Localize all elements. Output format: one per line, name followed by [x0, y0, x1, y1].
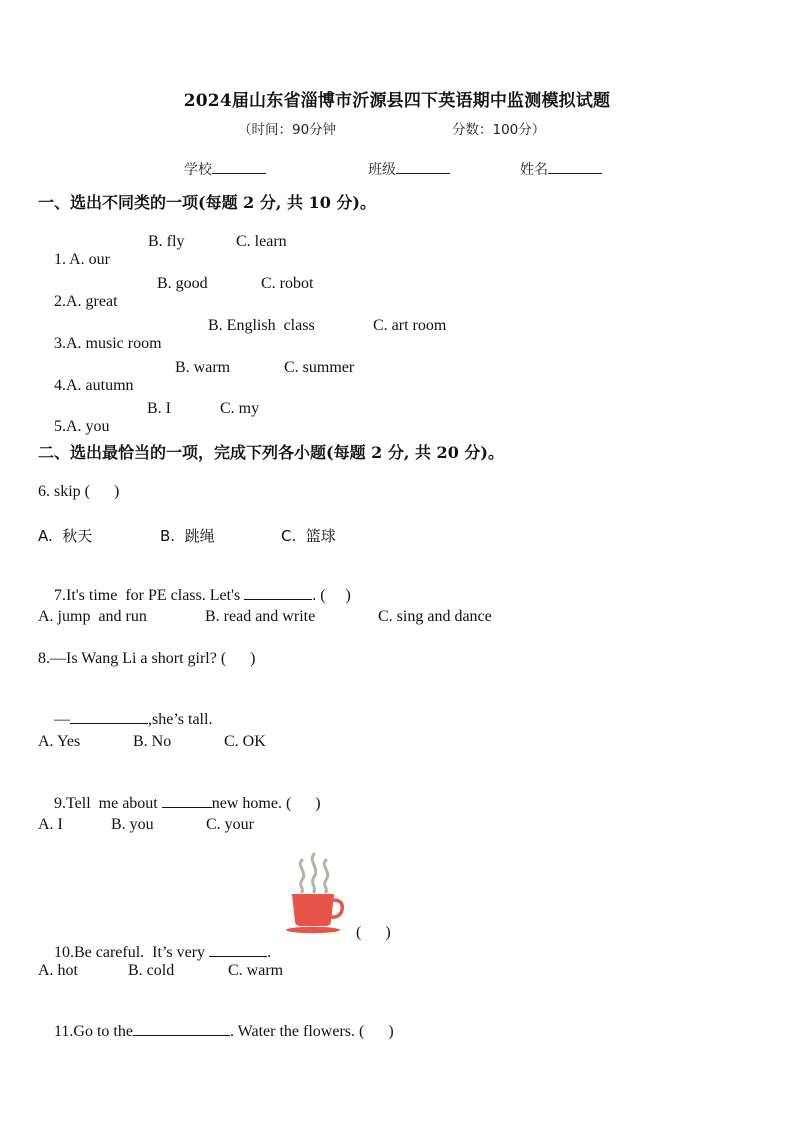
q11-blank — [133, 1021, 230, 1036]
q7-stem-start: 7.It's time for PE class. Let's — [54, 587, 245, 604]
class-blank — [396, 159, 450, 174]
q3-option-c: C. art room — [373, 317, 447, 334]
q6-stem: 6. skip ( ) — [38, 483, 120, 500]
q11-stem-start: 11.Go to the — [54, 1023, 133, 1040]
q9-blank — [162, 793, 212, 808]
score-info: 分数：100分） — [452, 122, 546, 138]
q1-option-c: C. learn — [236, 233, 287, 250]
q9-stem-start: 9.Tell me about — [54, 795, 162, 812]
q5-option-b: B. I — [147, 400, 171, 417]
q9-option-b: B. you — [111, 816, 154, 833]
q3-option-b: B. English class — [208, 317, 315, 334]
q8-reply-dash: — — [54, 711, 70, 728]
q11-stem — [38, 1003, 394, 1059]
q6-option-b: B. 跳绳 — [160, 527, 215, 545]
section-1-heading: 一、选出不同类的一项(每题 2 分, 共 10 分)。 — [38, 193, 376, 212]
class-field — [368, 159, 450, 179]
q10-stem-end: . — [267, 944, 272, 961]
q1-option-b: B. fly — [148, 233, 185, 250]
q2-option-c: C. robot — [261, 275, 314, 292]
page-title: 2024届山东省淄博市沂源县四下英语期中监测模拟试题 — [183, 91, 611, 111]
q9-option-a: A. I — [38, 816, 63, 833]
class-label: 班级 — [368, 162, 396, 178]
q8-option-b: B. No — [133, 733, 172, 750]
name-field — [520, 159, 602, 179]
q4-option-a: 4.A. autumn — [54, 377, 134, 394]
q10-option-c: C. warm — [228, 962, 284, 979]
q9-stem-end: new home. ( ) — [211, 795, 321, 812]
q9-stem — [38, 775, 321, 831]
section-2-heading: 二、选出最恰当的一项，完成下列各小题(每题 2 分, 共 20 分)。 — [38, 443, 504, 462]
school-label: 学校 — [184, 162, 212, 178]
q2-option-a: 2.A. great — [54, 293, 118, 310]
q7-stem-end: . ( ) — [312, 587, 351, 604]
q7-option-b: B. read and write — [205, 608, 316, 625]
hot-cup-icon — [284, 852, 346, 938]
q7-option-c: C. sing and dance — [378, 608, 492, 625]
q10-option-b: B. cold — [128, 962, 175, 979]
q8-option-c: C. OK — [224, 733, 266, 750]
q5-option-a: 5.A. you — [54, 418, 110, 435]
q11-stem-end: . Water the flowers. ( ) — [229, 1023, 394, 1040]
q6-option-a: A. 秋天 — [38, 527, 93, 545]
school-blank — [212, 159, 266, 174]
time-info: （时间：90分钟 — [238, 122, 337, 138]
q1-option-a: 1. A. our — [54, 251, 110, 268]
q7-option-a: A. jump and run — [38, 608, 147, 625]
q5-option-c: C. my — [220, 400, 260, 417]
q8-blank — [70, 709, 148, 724]
q9-option-c: C. your — [206, 816, 254, 833]
q3-option-a: 3.A. music room — [54, 335, 162, 352]
q8-reply-end: ,she’s tall. — [148, 711, 213, 728]
q10-stem-start: 10.Be careful. It’s very — [54, 944, 210, 961]
q8-option-a: A. Yes — [38, 733, 81, 750]
q10-option-a: A. hot — [38, 962, 78, 979]
school-field — [184, 159, 266, 179]
q8-stem: 8.—Is Wang Li a short girl? ( ) — [38, 650, 256, 667]
q4-option-c: C. summer — [284, 359, 355, 376]
q4-option-b: B. warm — [175, 359, 231, 376]
q10-paren: ( ) — [356, 924, 391, 941]
q7-blank — [244, 585, 312, 600]
name-label: 姓名 — [520, 162, 548, 178]
q6-option-c: C. 篮球 — [281, 527, 336, 545]
name-blank — [548, 159, 602, 174]
q2-option-b: B. good — [157, 275, 208, 292]
q10-blank — [209, 942, 267, 957]
